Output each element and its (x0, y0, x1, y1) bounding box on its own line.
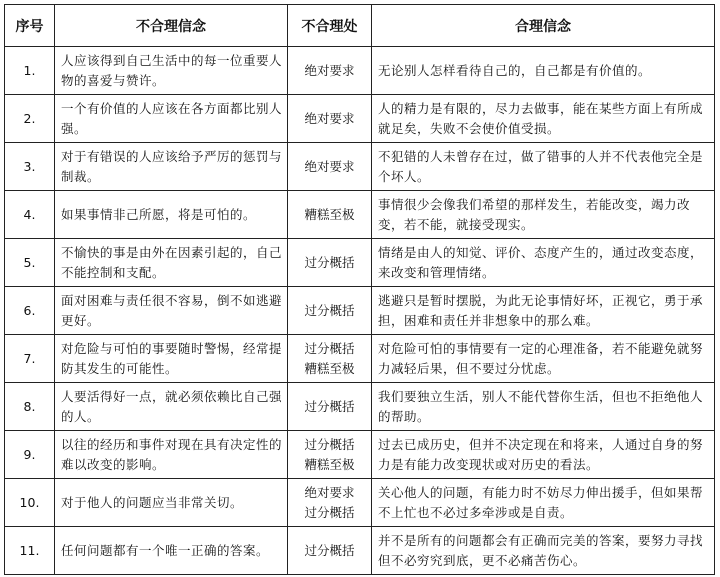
irrational-point-label: 绝对要求 (304, 62, 355, 78)
rational-belief-cell: 情绪是由人的知觉、评价、态度产生的，通过改变态度，来改变和管理情绪。 (372, 239, 715, 287)
rational-belief-cell: 无论别人怎样看待自己的，自己都是有价值的。 (372, 47, 715, 95)
row-number: 11. (5, 527, 55, 575)
irrational-point-label: 过分概括 (304, 504, 355, 520)
irrational-belief-cell: 人要活得好一点，就必须依赖比自己强的人。 (55, 383, 288, 431)
irrational-point-label: 过分概括 (304, 302, 355, 318)
irrational-belief-cell: 不愉快的事是由外在因素引起的，自己不能控制和支配。 (55, 239, 288, 287)
irrational-point-cell (288, 239, 372, 287)
rational-belief-cell: 逃避只是暂时摆脱，为此无论事情好坏，正视它，勇于承担，困难和责任并非想象中的那么难。 (372, 287, 715, 335)
irrational-belief-cell: 如果事情非己所愿，将是可怕的。 (55, 191, 288, 239)
rational-belief-cell: 我们要独立生活，别人不能代替你生活，但也不拒绝他人的帮助。 (372, 383, 715, 431)
row-number: 10. (5, 479, 55, 527)
row-number: 7. (5, 335, 55, 383)
irrational-belief-cell: 对危险与可怕的事要随时警惕，经常提防其发生的可能性。 (55, 335, 288, 383)
rational-belief-cell: 过去已成历史，但并不决定现在和将来，人通过自身的努力是有能力改变现状或对历史的看法。 (372, 431, 715, 479)
irrational-point-cell (288, 287, 372, 335)
irrational-belief-cell: 一个有价值的人应该在各方面都比别人强。 (55, 95, 288, 143)
table-row (5, 47, 715, 95)
header-irrational-point: 不合理处 (288, 5, 372, 47)
irrational-point-label: 绝对要求 (304, 484, 355, 500)
irrational-point-label: 糟糕至极 (304, 206, 355, 222)
header-number: 序号 (5, 5, 55, 47)
irrational-point-label: 过分概括 (304, 398, 355, 414)
row-number: 2. (5, 95, 55, 143)
irrational-point-label: 糟糕至极 (304, 456, 355, 472)
row-number: 9. (5, 431, 55, 479)
row-number: 1. (5, 47, 55, 95)
irrational-point-cell (288, 431, 372, 479)
rational-belief-cell: 事情很少会像我们希望的那样发生，若能改变，竭力改变，若不能，就接受现实。 (372, 191, 715, 239)
irrational-point-cell (288, 191, 372, 239)
rational-belief-cell: 关心他人的问题，有能力时不妨尽力伸出援手，但如果帮不上忙也不必过多牵涉或是自责。 (372, 479, 715, 527)
row-number: 4. (5, 191, 55, 239)
irrational-point-cell (288, 143, 372, 191)
header-irrational-belief: 不合理信念 (55, 5, 288, 47)
row-number: 6. (5, 287, 55, 335)
rational-belief-cell: 并不是所有的问题都会有正确而完美的答案，要努力寻找但不必穷究到底，更不必痛苦伤心。 (372, 527, 715, 575)
table-row (5, 95, 715, 143)
irrational-belief-cell: 任何问题都有一个唯一正确的答案。 (55, 527, 288, 575)
table-row (5, 527, 715, 575)
irrational-point-cell (288, 527, 372, 575)
irrational-point-label: 过分概括 (304, 254, 355, 270)
irrational-point-label: 绝对要求 (304, 110, 355, 126)
irrational-point-cell (288, 335, 372, 383)
beliefs-table (4, 4, 715, 575)
irrational-belief-cell: 以往的经历和事件对现在具有决定性的难以改变的影响。 (55, 431, 288, 479)
table-header-row (5, 5, 715, 47)
table-row (5, 431, 715, 479)
table-row (5, 239, 715, 287)
row-number: 5. (5, 239, 55, 287)
irrational-belief-cell: 对于有错误的人应该给予严厉的惩罚与制裁。 (55, 143, 288, 191)
row-number: 3. (5, 143, 55, 191)
table-row (5, 335, 715, 383)
irrational-point-label: 绝对要求 (304, 158, 355, 174)
rational-belief-cell: 不犯错的人未曾存在过，做了错事的人并不代表他完全是个坏人。 (372, 143, 715, 191)
irrational-point-label: 糟糕至极 (304, 360, 355, 376)
irrational-point-cell (288, 479, 372, 527)
irrational-point-cell (288, 47, 372, 95)
irrational-point-label: 过分概括 (304, 542, 355, 558)
irrational-belief-cell: 面对困难与责任很不容易，倒不如逃避更好。 (55, 287, 288, 335)
header-rational-belief: 合理信念 (372, 5, 715, 47)
irrational-point-label: 过分概括 (304, 340, 355, 356)
irrational-point-cell (288, 383, 372, 431)
table-row (5, 479, 715, 527)
irrational-belief-cell: 对于他人的问题应当非常关切。 (55, 479, 288, 527)
irrational-point-cell (288, 95, 372, 143)
table-row (5, 287, 715, 335)
table-row (5, 143, 715, 191)
irrational-belief-cell: 人应该得到自己生活中的每一位重要人物的喜爱与赞许。 (55, 47, 288, 95)
rational-belief-cell: 人的精力是有限的，尽力去做事，能在某些方面上有所成就足矣，失败不会使价值受损。 (372, 95, 715, 143)
table-row (5, 191, 715, 239)
table-body (5, 47, 715, 575)
table-row (5, 383, 715, 431)
irrational-point-label: 过分概括 (304, 436, 355, 452)
rational-belief-cell: 对危险可怕的事情要有一定的心理准备，若不能避免就努力减轻后果，但不要过分忧虑。 (372, 335, 715, 383)
row-number: 8. (5, 383, 55, 431)
